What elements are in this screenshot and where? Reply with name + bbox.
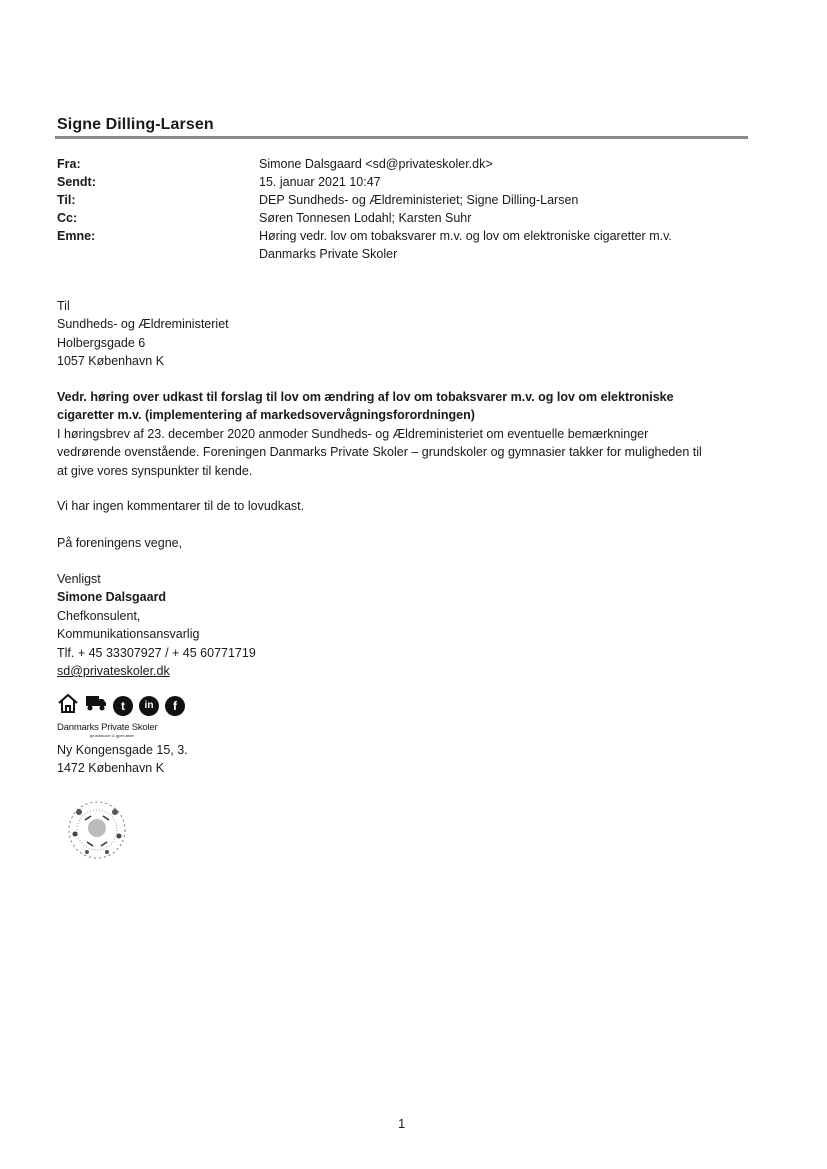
cc-value: Søren Tonnesen Lodahl; Karsten Suhr: [259, 211, 472, 225]
cc-label: Cc:: [57, 211, 78, 225]
to-value: DEP Sundheds- og Ældreministeriet; Signe Dilling-Larsen: [259, 193, 579, 207]
signature-role: Chefkonsulent,: [57, 608, 141, 623]
on-behalf-text: På foreningens vegne,: [57, 536, 183, 550]
heading-line: cigaretter m.v. (implementering af markedsovervågningsforordningen): [57, 408, 475, 423]
page-number: 1: [398, 1116, 406, 1131]
signature-greeting: Venligst: [57, 572, 101, 586]
from-value: Simone Dalsgaard <sd@privateskoler.dk>: [259, 157, 493, 171]
brand-tagline: grundskoler & gymnasier: [90, 733, 135, 738]
twitter-icon[interactable]: t: [113, 696, 133, 716]
subject-value-line1: Høring vedr. lov om tobaksvarer m.v. og lov om elektroniske cigaretter m.v.: [259, 229, 672, 243]
paragraph-line: I høringsbrev af 23. december 2020 anmoder Sundheds- og Ældreministeriet om eventuelle bemærkninger: [57, 426, 649, 441]
signature-phone: Tlf. + 45 33307927 / + 45 60771719: [57, 645, 256, 660]
header-divider: [55, 136, 748, 139]
signature-email-link[interactable]: sd@privateskoler.dk: [57, 664, 170, 679]
subject-value-line2: Danmarks Private Skoler: [259, 247, 398, 261]
recipient-line: Holbergsgade 6: [57, 335, 146, 350]
letter-body: [57, 388, 702, 480]
subject-label: Emne:: [57, 229, 96, 243]
postal-address: [57, 741, 188, 778]
social-icons: [57, 692, 185, 719]
paragraph-line: at give vores synspunkter til kende.: [57, 463, 253, 478]
signature-name: Simone Dalsgaard: [57, 590, 167, 605]
signature-block: [57, 570, 256, 680]
facebook-icon[interactable]: f: [165, 696, 185, 716]
sent-label: Sendt:: [57, 175, 96, 189]
address-line: 1472 København K: [57, 761, 165, 776]
linkedin-icon[interactable]: in: [139, 696, 159, 716]
brand-name: Danmarks Private Skoler: [57, 722, 158, 733]
recipient-line: Til: [57, 299, 70, 313]
page-title: Signe Dilling-Larsen: [57, 116, 214, 133]
from-label: Fra:: [57, 157, 81, 171]
truck-icon[interactable]: [85, 694, 107, 717]
no-comments-text: Vi har ingen kommentarer til de to lovudkast.: [57, 499, 305, 513]
to-label: Til:: [57, 193, 76, 207]
heading-line: Vedr. høring over udkast til forslag til lov om ændring af lov om tobaksvarer m.v. og lov om elektroniske: [57, 390, 674, 404]
sent-value: 15. januar 2021 10:47: [259, 175, 381, 189]
address-line: Ny Kongensgade 15, 3.: [57, 743, 188, 757]
paragraph-line: vedrørende ovenstående. Foreningen Danmarks Private Skoler – grundskoler og gymnasier takker for muligheden til: [57, 445, 702, 460]
recipient-line: 1057 København K: [57, 354, 165, 369]
recipient-line: Sundheds- og Ældreministeriet: [57, 317, 229, 332]
recipient-address: [57, 297, 229, 371]
brand-seal-logo: [57, 790, 137, 875]
home-icon[interactable]: [57, 692, 79, 719]
signature-role: Kommunikationsansvarlig: [57, 627, 200, 642]
